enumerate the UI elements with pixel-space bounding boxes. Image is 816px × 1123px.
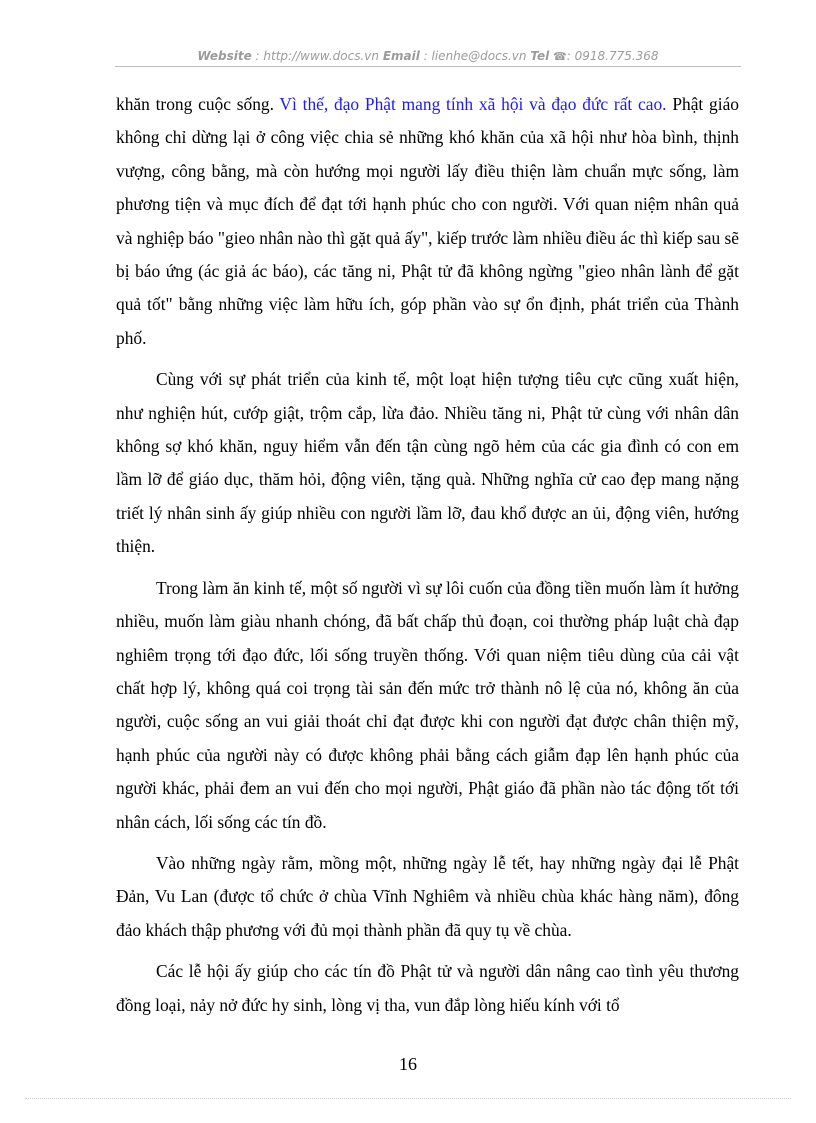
header-divider xyxy=(115,66,741,67)
tel-value: : 0918.775.368 xyxy=(566,49,659,63)
website-label: Website xyxy=(197,49,252,63)
paragraph-3: Trong làm ăn kinh tế, một số người vì sự lôi cuốn của đồng tiền muốn làm ít hưởng nhiều, muốn làm giàu nhanh chóng, đã bất chấp thủ đoạn, coi thường pháp luật chà đạp nghiêm trọng tới đạo đức, lối sống truyền thống. Với quan niệm tiêu dùng của cải vật chất hợp lý, không quá coi trọng tài sản đến mức trở thành nô lệ của nó, không ăn của người, cuộc sống an vui giải thoát chỉ đạt được khi con người đạt được chân thiện mỹ, hạnh phúc của người này có được không phải bằng cách giẫm đạp lên hạnh phúc của người khác, phải đem an vui đến cho mọi người, Phật giáo đã phần nào tác động tốt tới nhân cách, lối sống các tín đồ. xyxy=(116,577,739,832)
paragraph-4: Vào những ngày rằm, mồng một, những ngày lễ tết, hay những ngày đại lễ Phật Đản, Vu Lan (được tổ chức ở chùa Vĩnh Nghiêm và nhiều chùa khác hàng năm), đông đảo khách thập phương với đủ mọi thành phần đã quy tụ về chùa. xyxy=(116,852,739,940)
website-value: : http://www.docs.vn xyxy=(251,49,383,63)
paragraph-5: Các lễ hội ấy giúp cho các tín đồ Phật tử và người dân nâng cao tình yêu thương đồng loại, nảy nở đức hy sinh, lòng vị tha, vun đắp lòng hiếu kính với tổ xyxy=(116,961,739,1015)
tel-label: Tel xyxy=(530,49,550,63)
footer-divider xyxy=(25,1098,791,1099)
email-label: Email xyxy=(382,49,420,63)
paragraph-1-after: Phật giáo không chỉ dừng lại ở công việc chia sẻ những khó khăn của xã hội như hòa bình, thịnh vượng, công bằng, mà còn hướng mọi người lấy điều thiện làm chuẩn mực sống, làm phương tiện và mục đích để đạt tới hạnh phúc cho con người. Với quan niệm nhân quả và nghiệp báo "gieo nhân nào thì gặt quả ấy", kiếp trước làm nhiều điều ác thì kiếp sau sẽ bị báo ứng (ác giả ác báo), các tăng ni, Phật tử đã không ngừng "gieo nhân lành để gặt quả tốt" bằng những việc làm hữu ích, góp phần vào sự ổn định, phát triển của Thành phố. xyxy=(116,94,739,348)
phone-icon: ☎ xyxy=(553,50,567,63)
paragraph-1-highlight: Vì thế, đạo Phật mang tính xã hội và đạo đức rất cao. xyxy=(279,94,667,114)
page-header xyxy=(115,47,741,66)
paragraph-2: Cùng với sự phát triển của kinh tế, một loạt hiện tượng tiêu cực cũng xuất hiện, như nghiện hút, cướp giật, trộm cắp, lừa đảo. Nhiều tăng ni, Phật tử cùng với nhân dân không sợ khó khăn, nguy hiểm vẫn đến tận cùng ngõ hẻm của các gia đình có con em lầm lỡ để giáo dục, thăm hỏi, động viên, tặng quà. Những nghĩa cử cao đẹp mang nặng triết lý nhân sinh ấy giúp nhiều con người lầm lỡ, đau khổ được an ủi, động viên, hướng thiện. xyxy=(116,369,739,557)
page-number: 16 xyxy=(399,1054,417,1074)
paragraph-1-before: khăn trong cuộc sống. xyxy=(116,94,280,114)
email-value: : lienhe@docs.vn xyxy=(419,49,531,63)
paragraph-1 xyxy=(116,88,739,355)
document-body xyxy=(116,88,739,1030)
